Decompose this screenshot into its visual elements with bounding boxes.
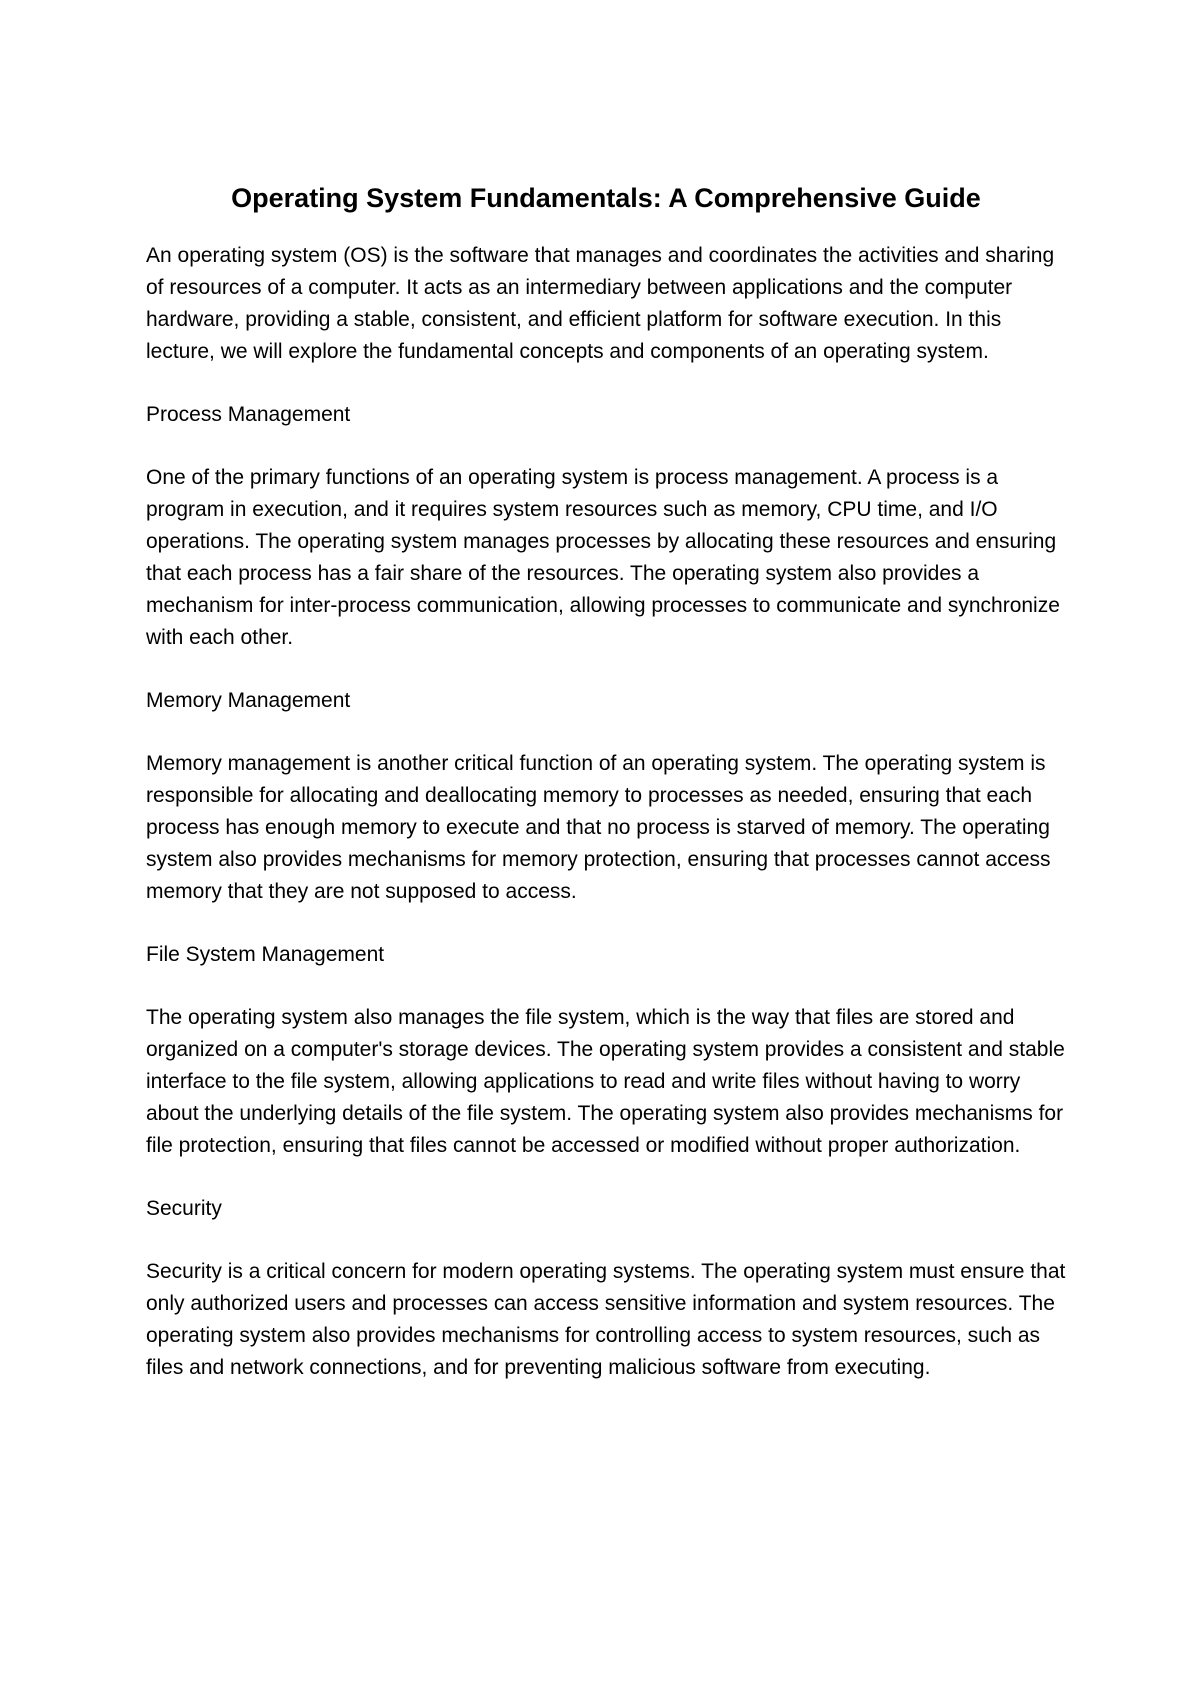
section-body-security: Security is a critical concern for modern operating systems. The operating system must ensure that only authorized users and processes can access sensitive information and system resources. The operating system also provides mechanisms for controlling access to system resources, such as files and network connections, and for preventing malicious software from executing. xyxy=(146,1260,1066,1379)
document-content xyxy=(146,178,1066,1415)
section-body-file-system-management: The operating system also manages the file system, which is the way that files are stored and organized on a computer's storage devices. The operating system provides a consistent and stable interface to the file system, allowing applications to read and write files without having to worry about the underlying details of the file system. The operating system also provides mechanisms for file protection, ensuring that files cannot be accessed or modified without proper authorization. xyxy=(146,1006,1065,1157)
section-heading-memory-management: Memory Management xyxy=(146,689,351,712)
document-title: Operating System Fundamentals: A Comprehensive Guide xyxy=(231,183,981,213)
section-heading-process-management: Process Management xyxy=(146,403,351,426)
intro-paragraph: An operating system (OS) is the software that manages and coordinates the activities and sharing of resources of a computer. It acts as an intermediary between applications and the computer hardware, providing a stable, consistent, and efficient platform for software execution. In this lecture, we will explore the fundamental concepts and components of an operating system. xyxy=(146,244,1055,363)
section-heading-security: Security xyxy=(146,1197,222,1220)
section-body-memory-management: Memory management is another critical function of an operating system. The operating system is responsible for allocating and deallocating memory to processes as needed, ensuring that each process has enough memory to execute and that no process is starved of memory. The operating system also provides mechanisms for memory protection, ensuring that processes cannot access memory that they are not supposed to access. xyxy=(146,752,1051,903)
section-heading-file-system-management: File System Management xyxy=(146,943,385,966)
section-body-process-management: One of the primary functions of an operating system is process management. A process is a program in execution, and it requires system resources such as memory, CPU time, and I/O operations. The operating system manages processes by allocating these resources and ensuring that each process has a fair share of the resources. The operating system also provides a mechanism for inter-process communication, allowing processes to communicate and synchronize with each other. xyxy=(146,466,1060,649)
